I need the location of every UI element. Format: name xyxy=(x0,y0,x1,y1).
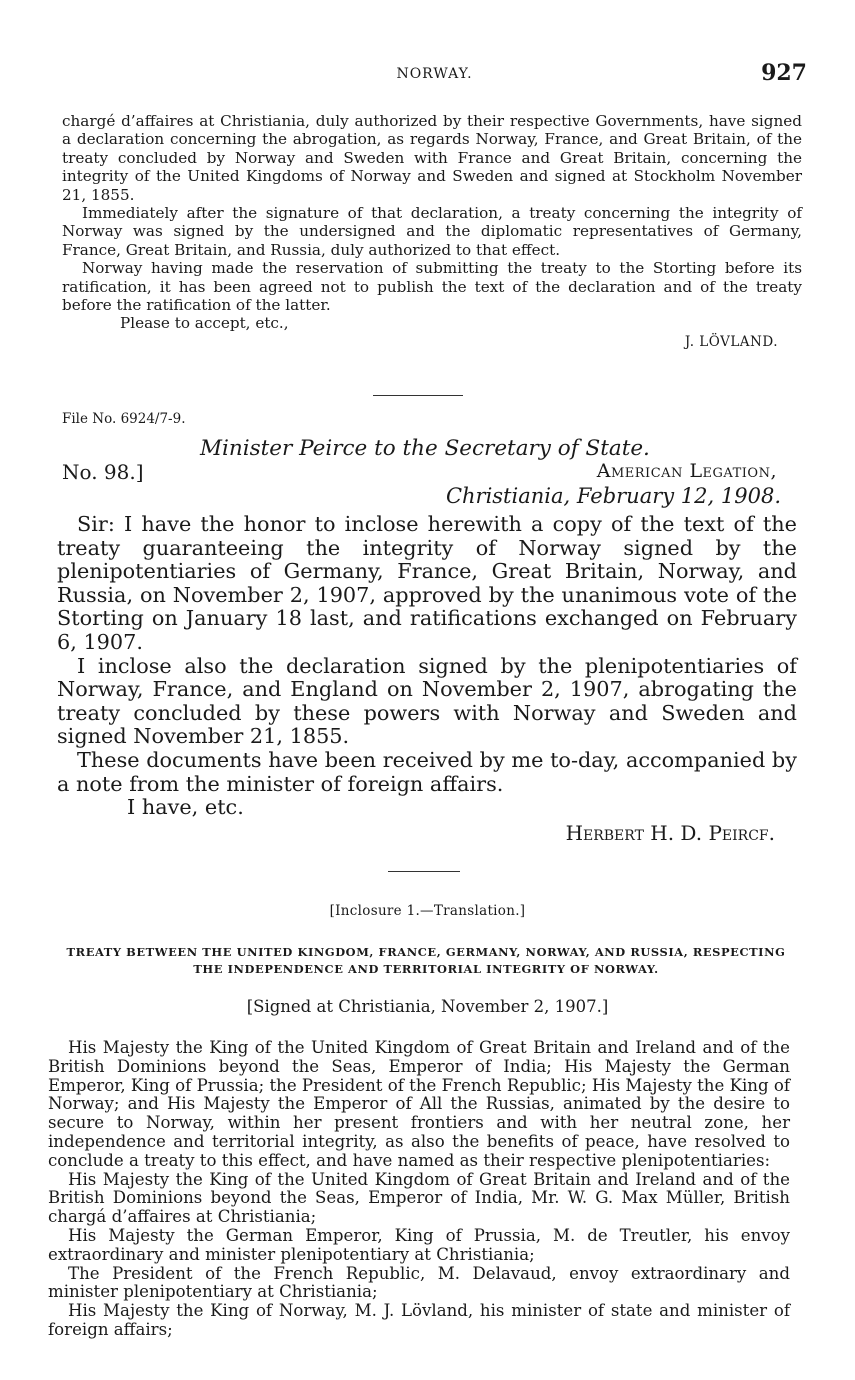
running-title: NORWAY. xyxy=(396,66,473,82)
legation-line: American Legation, xyxy=(596,460,777,482)
closing-line: I have, etc. xyxy=(127,795,244,820)
running-head xyxy=(62,60,807,88)
paragraph: Immediately after the signature of that declaration, a treaty concerning the integrity of Norway was signed by the undersigned and the diplomatic representatives of Germany, France, Great Britain, and Russia, duly authorized to that effect. xyxy=(62,204,802,259)
signature: Herbert H. D. Peircf. xyxy=(565,820,775,845)
treaty-body xyxy=(48,1039,790,1340)
treaty-title: TREATY BETWEEN THE UNITED KINGDOM, FRANCE, GERMANY, NORWAY, AND RUSSIA, RESPECTING THE INDEPENDENCE AND TERRITORIAL INTEGRITY OF NORWAY. xyxy=(66,945,786,976)
closing-line: Please to accept, etc., xyxy=(120,314,289,333)
paragraph: His Majesty the King of Norway, M. J. Lövland, his minister of state and minister of foreign affairs; xyxy=(48,1301,790,1339)
paragraph: Norway having made the reservation of submitting the treaty to the Storting before its ratification, it has been agreed not to publish the text of the declaration and of the treaty before the ratification of the latter. xyxy=(62,259,802,315)
section-divider xyxy=(373,395,463,396)
paragraph: His Majesty the King of the United Kingdom of Great Britain and Ireland and of the British Dominions beyond the Seas, Emperor of India; His Majesty the German Emperor, King of Prussia; the President of the French Republic; His Majesty the King of Norway; and His Majesty the Emperor of All the Russias, animated by the desire to secure to Norway, within her present frontiers and with her neutral zone, her independence and territorial integrity, as also the benefits of peace, have resolved to conclude a treaty to this effect, and have named as their respective plenipotentiaries: xyxy=(48,1038,790,1170)
section-divider xyxy=(388,871,460,872)
signed-line: [Signed at Christiania, November 2, 1907.] xyxy=(246,997,609,1016)
paragraph: I inclose also the declaration signed by the plenipotentiaries of Norway, France, and England on November 2, 1907, abrogating the treaty concluded by these powers with Norway and Sweden and signed November 21, 1855. xyxy=(57,653,797,749)
inclosure-label: [Inclosure 1.—Translation.] xyxy=(329,903,526,919)
paragraph: Sir: I have the honor to inclose herewith a copy of the text of the treaty guaranteeing the integrity of Norway signed by the plenipotentiaries of Germany, France, Great Britain, Norway, and Russia, on November 2, 1907, approved by the unanimous vote of the Storting on January 18 last, and ratifications exchanged on February 6, 1907. xyxy=(57,512,797,654)
paragraph: His Majesty the German Emperor, King of Prussia, M. de Treutler, his envoy extraordinary and minister plenipotentiary at Christiania; xyxy=(48,1225,790,1264)
file-number: File No. 6924/7-9. xyxy=(62,411,186,427)
signature: J. LÖVLAND. xyxy=(684,333,778,350)
paragraph: These documents have been received by me to-day, accompanied by a note from the minister of foreign affairs. xyxy=(57,747,797,796)
letter-body xyxy=(57,513,797,845)
paragraph: The President of the French Republic, M. Delavaud, envoy extraordinary and minister plenipotentiary at Christiania; xyxy=(48,1263,790,1302)
paragraph: chargé d’affaires at Christiania, duly authorized by their respective Governments, have signed a declaration concerning the abrogation, as regards Norway, France, and Great Britain, of the treaty concluded by Norway and Sweden with France and Great Britain, concerning the integrity of the United Kingdoms of Norway and Sweden and signed at Stockholm November 21, 1855. xyxy=(62,112,802,204)
dateline: Christiania, February 12, 1908. xyxy=(445,484,781,508)
paragraph: His Majesty the King of the United Kingdom of Great Britain and Ireland and of the British Dominions beyond the Seas, Emperor of India, Mr. W. G. Max Müller, British chargá d’affaires at Christiania; xyxy=(48,1169,790,1227)
continued-letter xyxy=(62,112,802,351)
page-number: 927 xyxy=(761,60,807,86)
document-number: No. 98.] xyxy=(62,460,144,484)
letter-heading: Minister Peirce to the Secretary of State. xyxy=(200,436,650,461)
